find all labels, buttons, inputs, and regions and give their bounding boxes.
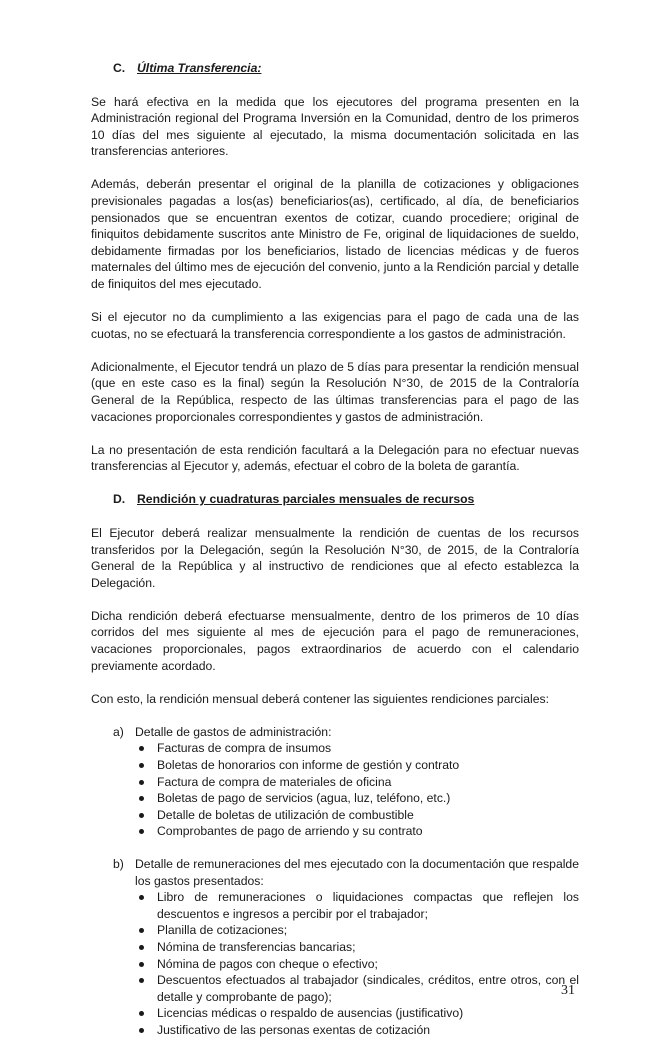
section-d-letter: D.	[113, 492, 126, 507]
bullet-item: Justificativo de las personas exentas de cotización	[135, 1022, 579, 1039]
section-c-paragraph-2: Además, deberán presentar el original de la planilla de cotizaciones y obligaciones previsionales pagadas a los(as) beneficiarios(as), certificado, al día, de beneficiarios pensionados que se encuentran exentos de cotizar, cuando procediere; original de finiquitos debidamente suscritos ante Ministro de Fe, original de liquidaciones de sueldo, debidamente firmadas por los beneficiarios, listado de licencias médicas y de fueros maternales del último mes de ejecución del convenio, junto a la Rendición parcial y detalle de finiquitos del mes ejecutado.	[91, 177, 579, 292]
bullet-item: Libro de remuneraciones o liquidaciones compactas que reflejen los descuentos e ingresos a percibir por el trabajador;	[135, 889, 579, 922]
list-item-a	[113, 724, 579, 840]
section-c-paragraph-4: Adicionalmente, el Ejecutor tendrá un plazo de 5 días para presentar la rendición mensual (que en este caso es la final) según la Resolución N°30, de 2015 de la Contraloría General de la República, respecto de las últimas transferencias para el pago de las vacaciones proporcionales correspondientes y gastos de administración.	[91, 359, 579, 424]
bullet-item: Boletas de pago de servicios (agua, luz, teléfono, etc.)	[135, 790, 579, 807]
bullet-item: Factura de compra de materiales de oficina	[135, 774, 579, 791]
section-c-title: Última Transferencia:	[137, 61, 262, 75]
section-d-paragraph-3: Con esto, la rendición mensual deberá contener las siguientes rendiciones parciales:	[91, 691, 549, 706]
bullet-item: Comprobantes de pago de arriendo y su contrato	[135, 823, 579, 840]
list-marker-b: b)	[113, 856, 124, 871]
list-a-bullets	[135, 740, 579, 840]
section-c-letter: C.	[113, 61, 126, 75]
list-marker-a: a)	[113, 724, 124, 739]
bullet-item: Boletas de honorarios con informe de gestión y contrato	[135, 757, 579, 774]
section-c-paragraph-5: La no presentación de esta rendición facultará a la Delegación para no efectuar nuevas transferencias al Ejecutor y, además, efectuar el cobro de la boleta de garantía.	[91, 442, 579, 474]
bullet-item: Nómina de transferencias bancarias;	[135, 939, 579, 956]
bullet-item: Nómina de pagos con cheque o efectivo;	[135, 956, 579, 973]
list-item-b	[113, 856, 579, 1039]
section-d-heading	[113, 491, 579, 508]
section-c-paragraph-1: Se hará efectiva en la medida que los ejecutores del programa presenten en la Administración regional del Programa Inversión en la Comunidad, dentro de los primeros 10 días del mes siguiente al ejecutado, la misma documentación solicitada en las transferencias anteriores.	[91, 94, 579, 159]
bullet-item: Descuentos efectuados al trabajador (sindicales, créditos, entre otros, con el detalle y comprobante de pago);	[135, 972, 579, 1005]
section-c-paragraph-3: Si el ejecutor no da cumplimiento a las exigencias para el pago de cada una de las cuotas, no se efectuará la transferencia correspondiente a los gastos de administración.	[91, 310, 579, 341]
bullet-item: Detalle de boletas de utilización de combustible	[135, 807, 579, 824]
list-b-bullets	[135, 889, 579, 1038]
bullet-item: Licencias médicas o respaldo de ausencias (justificativo)	[135, 1005, 579, 1022]
bullet-item: Planilla de cotizaciones;	[135, 922, 579, 939]
section-d-paragraph-2: Dicha rendición deberá efectuarse mensualmente, dentro de los primeros de 10 días corridos del mes siguiente al mes de ejecución para el pago de remuneraciones, vacaciones proporcionales, pagos extraordinarios de acuerdo con el calendario previamente acordado.	[91, 608, 579, 673]
bullet-item: Facturas de compra de insumos	[135, 740, 579, 757]
document-page	[91, 60, 579, 1056]
list-item-b-text: Detalle de remuneraciones del mes ejecutado con la documentación que respalde los gastos presentados:	[135, 856, 579, 888]
rendiciones-parciales-list	[113, 724, 579, 1039]
list-item-a-text: Detalle de gastos de administración:	[135, 724, 332, 739]
section-d-title: Rendición y cuadraturas parciales mensuales de recursos	[137, 492, 475, 507]
section-d-paragraph-1: El Ejecutor deberá realizar mensualmente la rendición de cuentas de los recursos transferidos por la Delegación, según la Resolución N°30, de 2015, de la Contraloría General de la República y al instructivo de rendiciones que al efecto establezca la Delegación.	[91, 525, 579, 590]
section-c-heading	[113, 60, 579, 77]
page-number: 31	[561, 983, 575, 998]
